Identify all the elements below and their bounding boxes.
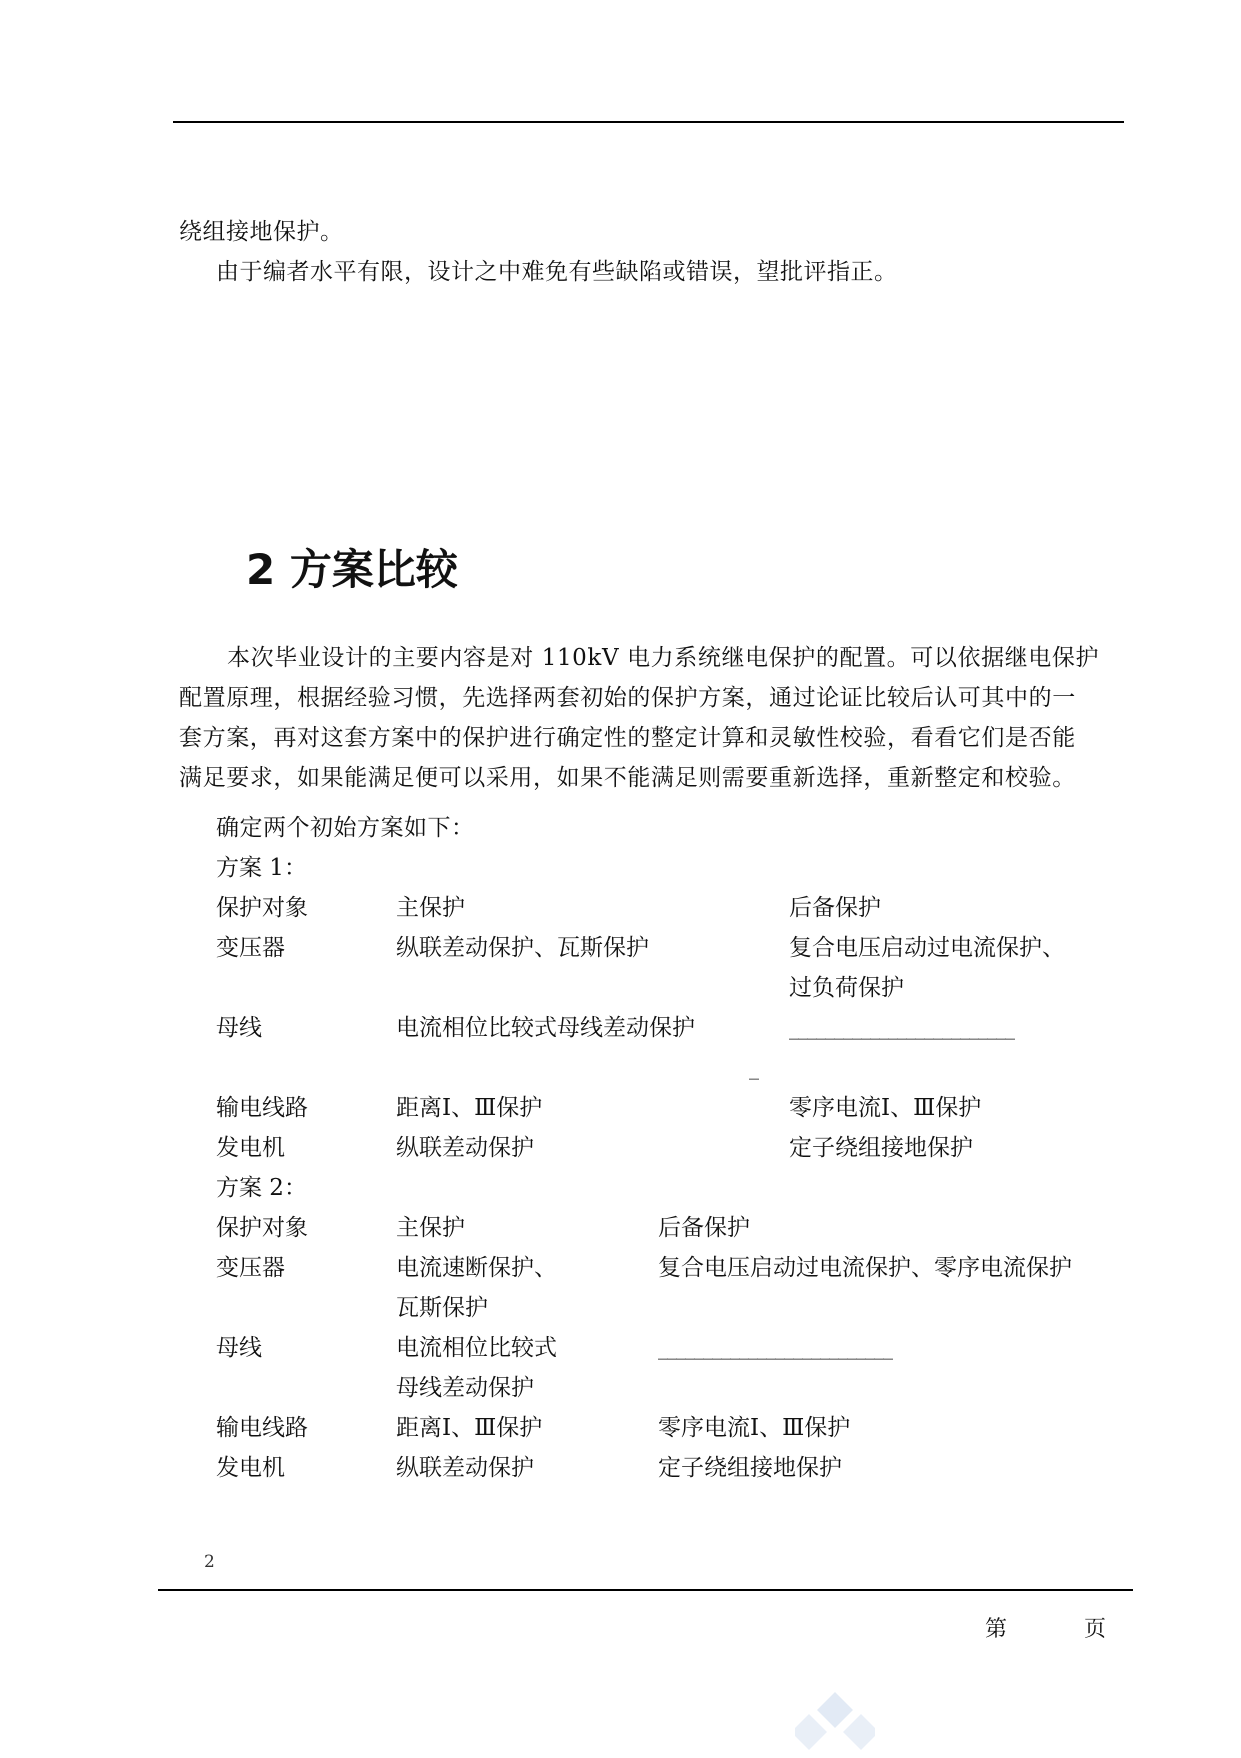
scheme2-row-main: 距离Ⅰ、Ⅲ保护 (396, 1415, 543, 1441)
scheme2-title: 方案 2： (216, 1175, 307, 1201)
body-paragraph (179, 638, 1127, 798)
footer-di: 第 (985, 1617, 1008, 1642)
paragraph-editor-note: 由于编者水平有限，设计之中难免有些缺陷或错误，望批评指正。 (216, 259, 898, 285)
scheme2-header-main: 主保护 (396, 1215, 465, 1241)
logo-watermark-icon (795, 1690, 875, 1754)
scheme1-row-main: 纵联差动保护、瓦斯保护 (396, 935, 649, 961)
body-line: 本次毕业设计的主要内容是对 110kV 电力系统继电保护的配置。可以依据继电保护 (227, 645, 1100, 671)
scheme2-row-backup: 定子绕组接地保护 (658, 1455, 842, 1481)
scheme1-row-object: 母线 (216, 1015, 262, 1041)
scheme2-row-object: 母线 (216, 1335, 262, 1361)
scheme2-row-main: 母线差动保护 (396, 1375, 534, 1401)
scheme1-header-backup: 后备保护 (789, 895, 881, 921)
scheme2-row-backup: 复合电压启动过电流保护、零序电流保护 (658, 1255, 1072, 1281)
section-heading: 2 方案比较 (246, 545, 458, 594)
paragraph-continued: 绕组接地保护。 (179, 219, 344, 245)
scheme2-row-object: 发电机 (216, 1455, 285, 1481)
scheme1-row-object: 变压器 (216, 935, 285, 961)
scheme1-header-main: 主保护 (396, 895, 465, 921)
body-line: 套方案，再对这套方案中的保护进行确定性的整定计算和灵敏性校验，看看它们是否能 (179, 725, 1076, 751)
scheme1-stray-underscore: _ (749, 1056, 759, 1080)
scheme1-title: 方案 1： (216, 855, 307, 881)
scheme1-row-backup: 复合电压启动过电流保护、 (789, 935, 1065, 961)
body-line: 配置原理，根据经验习惯，先选择两套初始的保护方案，通过论证比较后认可其中的一 (179, 685, 1076, 711)
footer-rule (158, 1589, 1133, 1591)
scheme1-row-main: 距离Ⅰ、Ⅲ保护 (396, 1095, 543, 1121)
header-rule (173, 121, 1124, 123)
scheme2-row-object: 输电线路 (216, 1415, 308, 1441)
scheme2-row-main: 瓦斯保护 (396, 1295, 488, 1321)
scheme1-row-backup: 定子绕组接地保护 (789, 1135, 973, 1161)
scheme2-header-backup: 后备保护 (658, 1215, 750, 1241)
scheme2-row-main: 电流相位比较式 (396, 1335, 557, 1361)
scheme1-row-backup-blank: _________________________ (789, 1016, 1014, 1040)
scheme2-row-main: 纵联差动保护 (396, 1455, 534, 1481)
intro-line: 确定两个初始方案如下： (216, 815, 475, 841)
scheme2-header-object: 保护对象 (216, 1215, 308, 1241)
scheme1-row-main: 电流相位比较式母线差动保护 (396, 1015, 695, 1041)
scheme2-row-object: 变压器 (216, 1255, 285, 1281)
scheme1-row-object: 输电线路 (216, 1095, 308, 1121)
scheme2-row-backup-blank: __________________________ (658, 1336, 892, 1360)
scheme1-header-object: 保护对象 (216, 895, 308, 921)
scheme1-row-backup: 零序电流Ⅰ、Ⅲ保护 (789, 1095, 982, 1121)
body-line: 满足要求，如果能满足便可以采用，如果不能满足则需要重新选择，重新整定和校验。 (179, 765, 1076, 791)
scheme2-row-main: 电流速断保护、 (396, 1255, 557, 1281)
footer-ye: 页 (1084, 1617, 1107, 1642)
scheme1-row-main: 纵联差动保护 (396, 1135, 534, 1161)
scheme1-row-backup: 过负荷保护 (789, 975, 904, 1001)
scheme1-row-object: 发电机 (216, 1135, 285, 1161)
page-number: 2 (204, 1552, 215, 1572)
scheme2-row-backup: 零序电流Ⅰ、Ⅲ保护 (658, 1415, 851, 1441)
